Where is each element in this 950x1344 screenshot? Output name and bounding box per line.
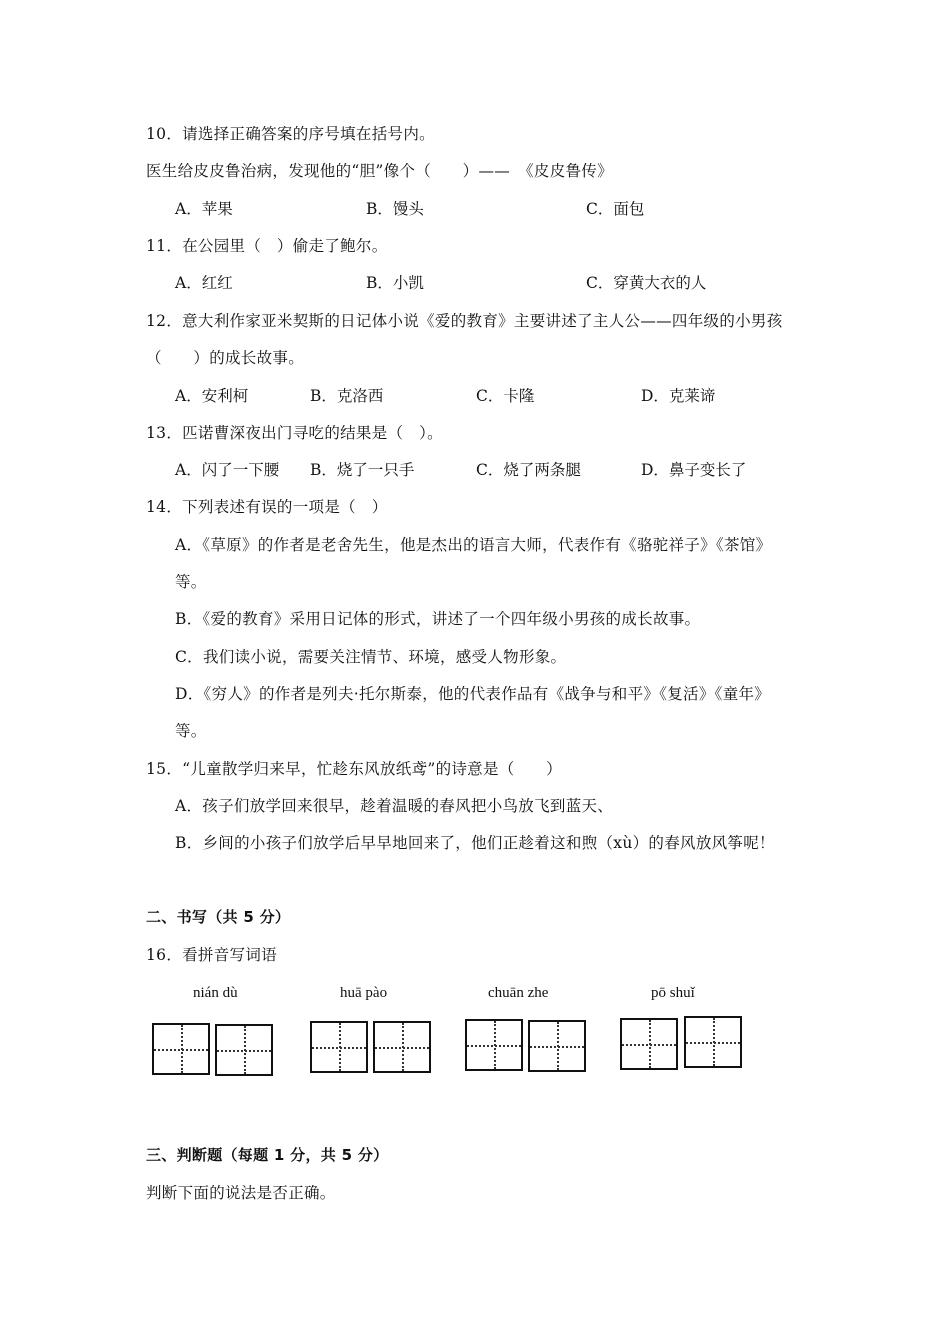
q12-option-d: D．克莱谛 xyxy=(641,387,716,405)
writing-box[interactable] xyxy=(152,1023,210,1075)
q10-sentence: 医生给皮皮鲁治病，发现他的“胆”像个（ ）—— 《皮皮鲁传》 xyxy=(146,162,613,180)
writing-box[interactable] xyxy=(684,1016,742,1068)
section2-heading: 二、书写（共 5 分） xyxy=(146,908,291,926)
q13-option-a: A．闪了一下腰 xyxy=(175,461,280,479)
q12-stem-line2: （ ）的成长故事。 xyxy=(146,349,305,367)
writing-box[interactable] xyxy=(465,1019,523,1071)
section3-instruction: 判断下面的说法是否正确。 xyxy=(146,1184,336,1202)
writing-box[interactable] xyxy=(373,1021,431,1073)
section3-heading: 三、判断题（每题 1 分，共 5 分） xyxy=(146,1146,389,1164)
writing-box[interactable] xyxy=(215,1024,273,1076)
q15-stem: 15．“儿童散学归来早，忙趁东风放纸鸢”的诗意是（ ） xyxy=(146,760,562,778)
writing-box[interactable] xyxy=(528,1020,586,1072)
q12-option-b: B．克洛西 xyxy=(310,387,384,405)
q12-option-c: C．卡隆 xyxy=(476,387,535,405)
writing-box[interactable] xyxy=(310,1021,368,1073)
q11-option-b: B．小凯 xyxy=(366,274,424,292)
q14-option-d-line1: D．《穷人》的作者是列夫·托尔斯泰，他的代表作品有《战争与和平》《复活》《童年》 xyxy=(175,685,771,703)
q13-stem: 13．匹诺曹深夜出门寻吃的结果是（ ）。 xyxy=(146,424,443,442)
q12-stem-line1: 12．意大利作家亚米契斯的日记体小说《爱的教育》主要讲述了主人公——四年级的小男孩 xyxy=(146,312,783,330)
q11-stem: 11．在公园里（ ）偷走了鲍尔。 xyxy=(146,237,388,255)
pinyin-label-2: huā pào xyxy=(340,985,388,1001)
q14-option-c: C．我们读小说，需要关注情节、环境，感受人物形象。 xyxy=(175,648,567,666)
writing-box[interactable] xyxy=(620,1018,678,1070)
pinyin-label-3: chuān zhe xyxy=(488,985,549,1001)
q15-option-a: A．孩子们放学回来很早，趁着温暖的春风把小鸟放飞到蓝天、 xyxy=(175,797,614,815)
q10-option-b: B．馒头 xyxy=(366,200,424,218)
q14-option-d-line2: 等。 xyxy=(175,722,207,740)
q14-option-b: B．《爱的教育》采用日记体的形式，讲述了一个四年级小男孩的成长故事。 xyxy=(175,610,701,628)
q11-option-a: A．红红 xyxy=(175,274,233,292)
q10-stem: 10．请选择正确答案的序号填在括号内。 xyxy=(146,125,435,143)
q12-option-a: A．安利柯 xyxy=(175,387,249,405)
q10-option-c: C．面包 xyxy=(586,200,645,218)
q13-option-b: B．烧了一只手 xyxy=(310,461,415,479)
q13-option-d: D．鼻子变长了 xyxy=(641,461,747,479)
q14-stem: 14．下列表述有误的一项是（ ） xyxy=(146,498,388,516)
q15-option-b: B．乡间的小孩子们放学后早早地回来了，他们正趁着这和煦（xù）的春风放风筝呢！ xyxy=(175,834,775,852)
q14-option-a-line1: A．《草原》的作者是老舍先生，他是杰出的语言大师，代表作有《骆驼祥子》《茶馆》 xyxy=(175,536,772,554)
q10-option-a: A．苹果 xyxy=(175,200,233,218)
q14-option-a-line2: 等。 xyxy=(175,573,207,591)
q13-option-c: C．烧了两条腿 xyxy=(476,461,581,479)
pinyin-label-1: nián dù xyxy=(193,985,238,1001)
q16-stem: 16．看拼音写词语 xyxy=(146,946,277,964)
pinyin-label-4: pō shuǐ xyxy=(651,985,695,1001)
q11-option-c: C．穿黄大衣的人 xyxy=(586,274,707,292)
